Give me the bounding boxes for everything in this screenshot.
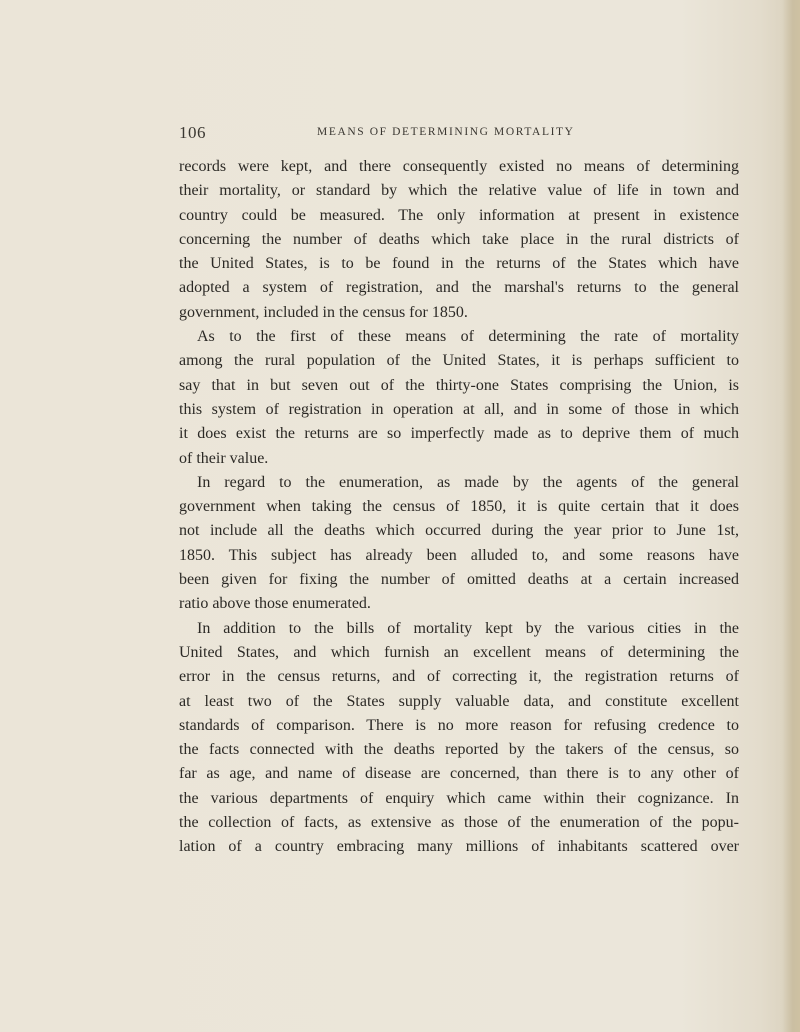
text-line: records were kept, and there consequently existed no means of determining [179,158,739,175]
text-line: ratio above those enumerated. [179,595,371,613]
text-line: the collection of facts, as extensive as those of the enumeration of the popu- [179,814,739,832]
text-line: In addition to the bills of mortality kept by the various cities in the [197,619,739,637]
text-line: of their value. [179,449,269,467]
text-line: say that in but seven out of the thirty-one States comprising the Union, is [179,376,739,394]
text-line: lation of a country embracing many millions of inhabitants scattered over [179,838,739,856]
text-line: the facts connected with the deaths reported by the takers of the census, so [179,741,739,759]
text-line: error in the census returns, and of correcting it, the registration returns of [179,668,739,686]
text-line: it does exist the returns are so imperfectly made as to deprive them of much [179,425,739,443]
text-line: among the rural population of the United States, it is perhaps sufficient to [179,352,739,370]
text-line: In regard to the enumeration, as made by the agents of the general [197,473,739,491]
text-line: at least two of the States supply valuable data, and constitute excellent [179,692,739,710]
running-head: MEANS OF DETERMINING MORTALITY [317,126,575,138]
text-line: been given for fixing the number of omitted deaths at a certain increased [179,571,739,589]
text-line: government when taking the census of 1850, it is quite certain that it does [179,498,739,516]
text-line: country could be measured. The only information at present in existence [179,206,739,224]
text-line: their mortality, or standard by which the relative value of life in town and [179,182,739,200]
text-line: government, included in the census for 1850. [179,303,468,321]
page-header [179,123,739,145]
text-line: standards of comparison. There is no more reason for refusing credence to [179,716,739,734]
page-number: 106 [179,123,206,142]
text-line: As to the first of these means of determining the rate of mortality [197,328,739,346]
text-line: the various departments of enquiry which came within their cognizance. In [179,789,739,807]
text-line: concerning the number of deaths which take place in the rural districts of [179,230,739,248]
text-line: 1850. This subject has already been alluded to, and some reasons have [179,546,739,564]
text-line: this system of registration in operation at all, and in some of those in which [179,400,739,418]
body-text [179,155,739,860]
text-line: United States, and which furnish an excellent means of determining the [179,643,739,661]
page-edge-shadow [782,0,800,1032]
text-line: the United States, is to be found in the returns of the States which have [179,255,739,273]
text-line: adopted a system of registration, and the marshal's returns to the general [179,279,739,297]
text-line: not include all the deaths which occurred during the year prior to June 1st, [179,522,739,540]
text-line: far as age, and name of disease are concerned, than there is to any other of [179,765,739,783]
